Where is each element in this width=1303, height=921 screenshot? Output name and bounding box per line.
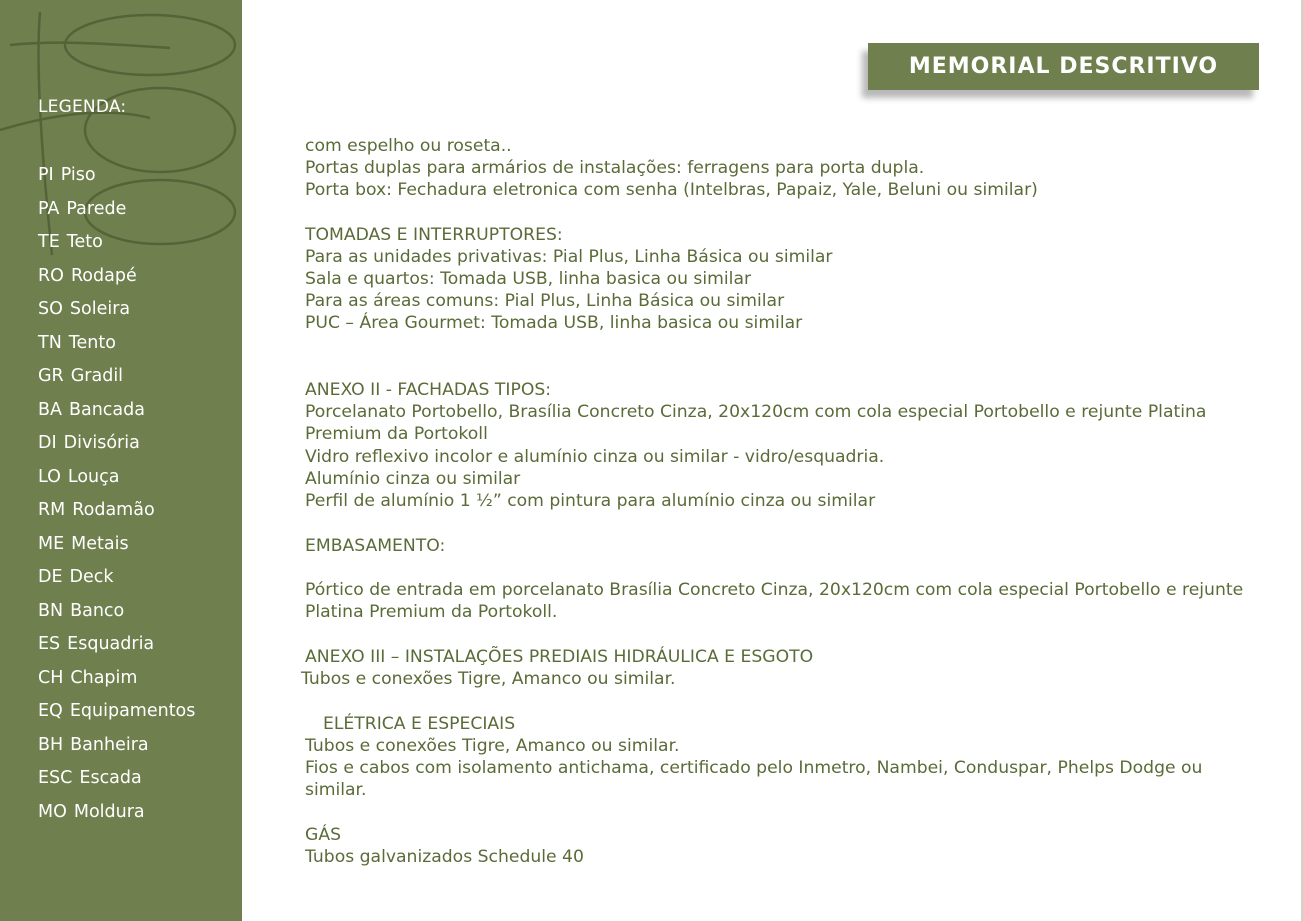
- page-title: MEMORIAL DESCRITIVO: [868, 43, 1259, 90]
- section-heading: ANEXO III – INSTALAÇÕES PREDIAIS HIDRÁULICA E ESGOTO: [305, 647, 814, 667]
- legend-code: RO: [38, 265, 64, 286]
- text-line: Porta box: Fechadura eletronica com senha (Intelbras, Papaiz, Yale, Beluni ou similar): [305, 180, 1038, 200]
- text-line: Para as áreas comuns: Pial Plus, Linha Básica ou similar: [305, 291, 785, 311]
- legend-label: Banco: [70, 600, 125, 621]
- legend-label: Bancada: [68, 399, 145, 420]
- text-line: PUC – Área Gourmet: Tomada USB, linha basica ou similar: [305, 313, 803, 333]
- legend-item: [38, 264, 195, 298]
- legend-code: ME: [38, 533, 65, 554]
- legend-item: [38, 766, 195, 800]
- legend-title: LEGENDA:: [38, 97, 127, 117]
- legend-item: [38, 498, 195, 532]
- legend-item: [38, 297, 195, 331]
- legend-code: DI: [38, 433, 57, 453]
- legend-code: BH: [38, 734, 64, 755]
- text-line: Portas duplas para armários de instalações: ferragens para porta dupla.: [305, 158, 925, 178]
- legend-item: [38, 230, 195, 264]
- legend-item: [38, 666, 195, 700]
- legend-item: [38, 800, 195, 834]
- legend-item: [38, 197, 195, 231]
- text-line: Platina Premium da Portokoll.: [305, 602, 558, 622]
- legend-code: CH: [38, 667, 64, 688]
- text-line: Porcelanato Portobello, Brasília Concreto Cinza, 20x120cm com cola especial Portobello e rejunte Platina: [305, 402, 1207, 422]
- legend-code: EQ: [38, 701, 63, 721]
- legend-label: Parede: [66, 198, 127, 219]
- text-line: Alumínio cinza ou similar: [305, 469, 521, 489]
- legend-code: SO: [38, 299, 63, 319]
- legend-label: Teto: [66, 232, 103, 252]
- legend-code: RM: [38, 500, 66, 520]
- section-heading: TOMADAS E INTERRUPTORES:: [305, 225, 563, 245]
- text-line: Pórtico de entrada em porcelanato Brasília Concreto Cinza, 20x120cm com cola especial Portobello e rejunte: [305, 580, 1244, 600]
- legend-label: Metais: [71, 533, 129, 554]
- text-line: Fios e cabos com isolamento antichama, certificado pelo Inmetro, Nambei, Conduspar, Phelps Dodge ou: [305, 758, 1203, 778]
- legend-code: PI: [38, 165, 54, 185]
- legend-item: [38, 599, 195, 633]
- legend-item: [38, 331, 195, 365]
- legend-label: Banheira: [70, 734, 149, 755]
- legend-item: [38, 364, 195, 398]
- legend-label: Moldura: [73, 801, 145, 822]
- legend-label: Escada: [79, 768, 142, 788]
- text-line: Perfil de alumínio 1 ½” com pintura para alumínio cinza ou similar: [305, 491, 876, 511]
- legend-code: LO: [38, 466, 61, 487]
- legend-label: Rodamão: [72, 500, 155, 520]
- legend-code: TN: [38, 332, 62, 353]
- legend-label: Piso: [60, 165, 96, 185]
- text-line: similar.: [305, 780, 367, 800]
- legend-code: MO: [38, 801, 67, 822]
- legend-label: Tento: [68, 332, 116, 353]
- legend-item: [38, 699, 195, 733]
- legend-list: [38, 163, 195, 833]
- legend-item: [38, 163, 195, 197]
- legend-label: Deck: [69, 567, 114, 587]
- text-line: Sala e quartos: Tomada USB, linha basica ou similar: [305, 269, 752, 289]
- text-line: com espelho ou roseta..: [305, 136, 512, 156]
- legend-code: GR: [38, 366, 64, 386]
- legend-label: Gradil: [70, 366, 124, 386]
- legend-item: [38, 465, 195, 499]
- sidebar: [0, 0, 242, 921]
- section-heading: ANEXO II - FACHADAS TIPOS:: [305, 380, 552, 400]
- legend-label: Equipamentos: [69, 701, 196, 721]
- legend-code: ESC: [38, 768, 73, 788]
- legend-label: Esquadria: [67, 634, 155, 654]
- legend-item: [38, 532, 195, 566]
- text-line: Tubos e conexões Tigre, Amanco ou similar.: [301, 669, 676, 689]
- legend-label: Soleira: [69, 299, 131, 319]
- text-line: Tubos e conexões Tigre, Amanco ou similar.: [305, 736, 680, 756]
- legend-label: Chapim: [70, 667, 138, 688]
- legend-item: [38, 431, 195, 465]
- legend-code: DE: [38, 567, 63, 587]
- section-heading: GÁS: [305, 825, 341, 845]
- text-line: Premium da Portokoll: [305, 424, 488, 444]
- legend-label: Divisória: [63, 433, 140, 453]
- legend-item: [38, 632, 195, 666]
- legend-code: BA: [38, 399, 62, 420]
- section-heading: ELÉTRICA E ESPECIAIS: [323, 714, 516, 734]
- legend-item: [38, 733, 195, 767]
- legend-code: PA: [38, 198, 60, 219]
- text-line: Tubos galvanizados Schedule 40: [305, 847, 584, 867]
- text-line: Vidro reflexivo incolor e alumínio cinza ou similar - vidro/esquadria.: [305, 447, 885, 467]
- legend-code: ES: [38, 634, 61, 654]
- legend-label: Louça: [67, 466, 120, 487]
- legend-code: BN: [38, 600, 64, 621]
- legend-label: Rodapé: [70, 265, 137, 286]
- section-heading: EMBASAMENTO:: [305, 536, 446, 556]
- legend-item: [38, 398, 195, 432]
- legend-code: TE: [38, 232, 60, 252]
- legend-item: [38, 565, 195, 599]
- text-line: Para as unidades privativas: Pial Plus, Linha Básica ou similar: [305, 247, 833, 267]
